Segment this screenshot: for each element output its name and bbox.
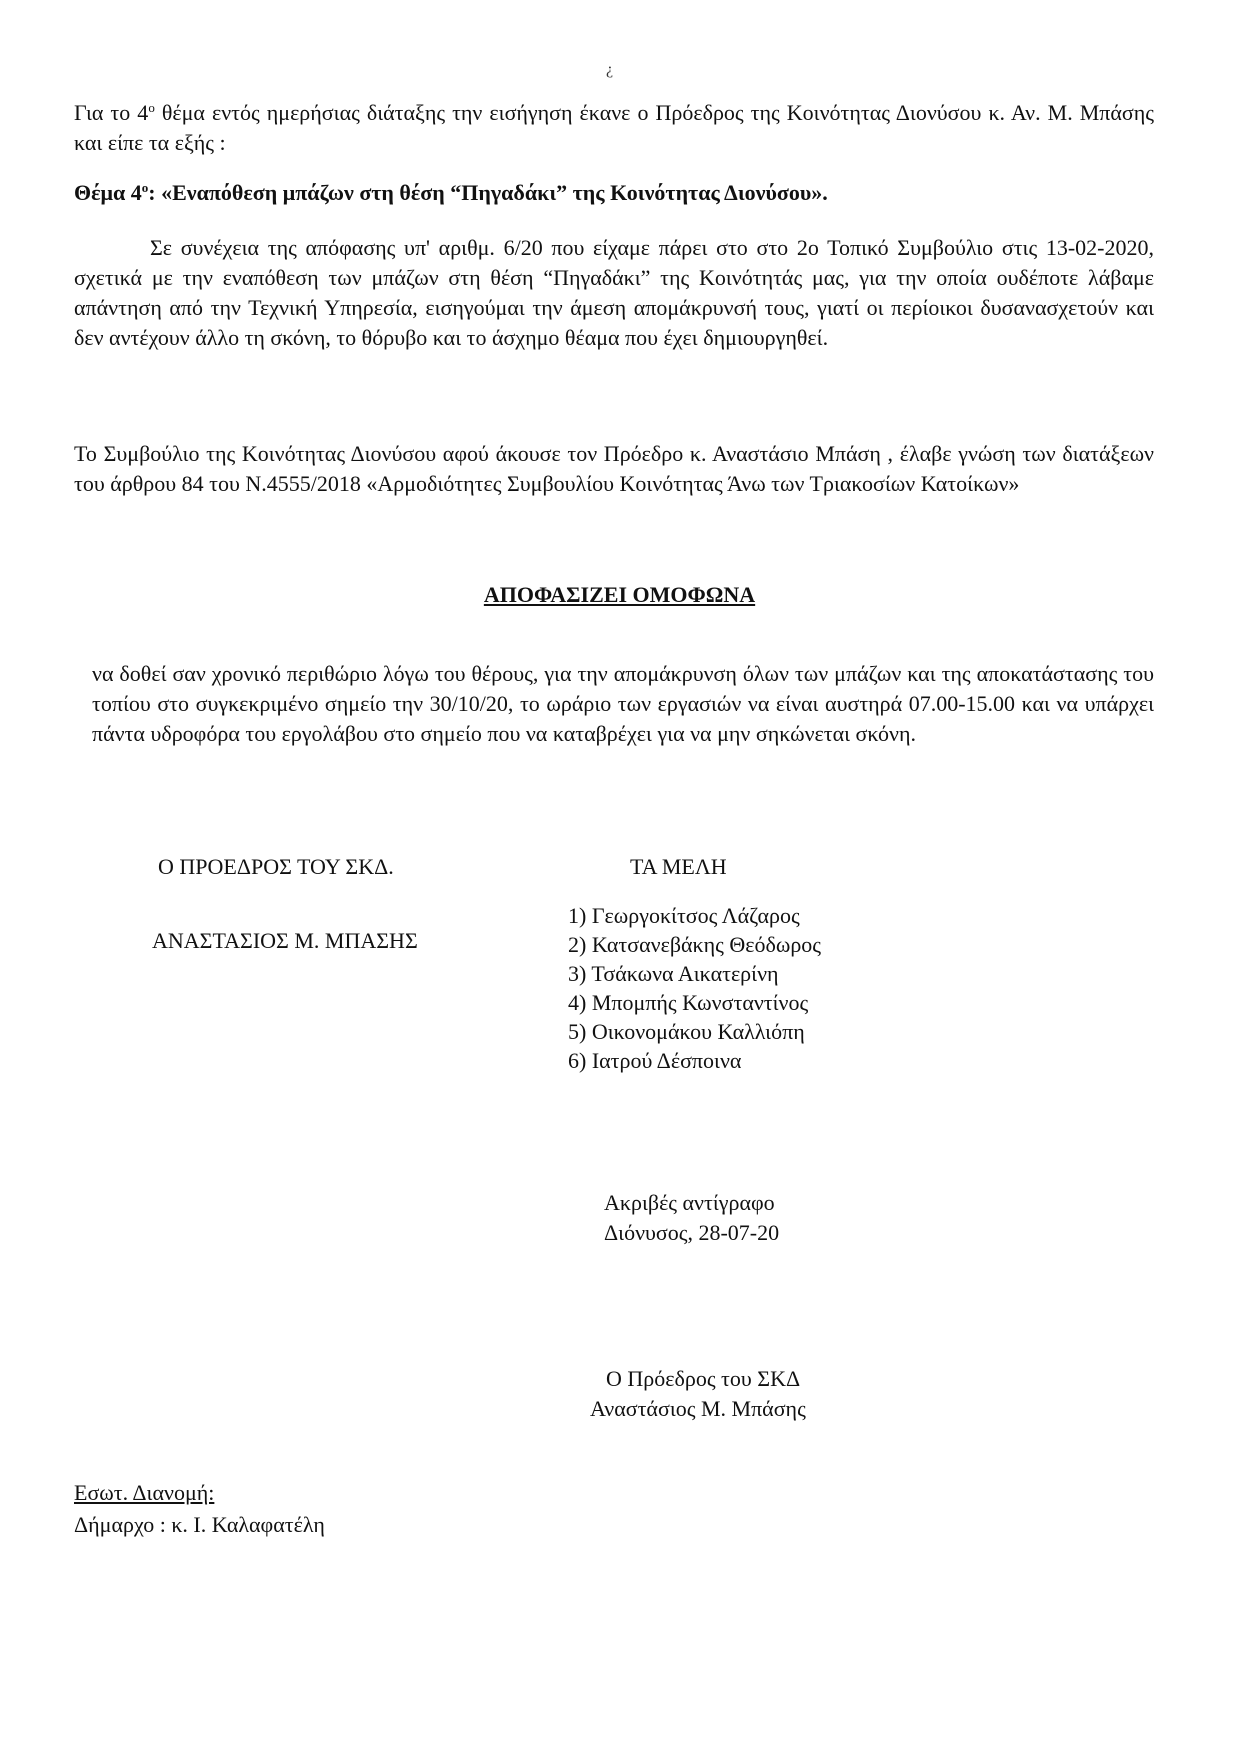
member-item: 1) Γεωργοκίτσος Λάζαρος — [568, 903, 800, 928]
subject-heading — [74, 178, 1154, 208]
intro-superscript: ο — [148, 100, 155, 115]
proposal-text: Σε συνέχεια της απόφασης υπ' αριθμ. 6/20 που είχαμε πάρει στο στο 2ο Τοπικό Συμβούλιο στις 13-02-2020, σχετικά με την εναπόθεση των μπάζων στη θέση “Πηγαδάκι” της Κοινότητάς μας, για την οποία ουδέποτε λάβαμε απάντηση από την Τεχνική Υπηρεσία, εισηγούμαι την άμεση απομάκρυνσή τους, γιατί οι περίοικοι δυσανασχετούν και δεν αντέχουν άλλο τη σκόνη, το θόρυβο και το άσχημο θέαμα που έχει δημιουργηθεί. — [74, 235, 1154, 350]
member-item: 5) Οικονομάκου Καλλιόπη — [568, 1019, 805, 1044]
distribution-title: Εσωτ. Διανομή: — [74, 1480, 215, 1505]
members-title: ΤΑ ΜΕΛΗ — [630, 854, 727, 879]
page-mark: ¿ — [606, 61, 614, 78]
member-item: 3) Τσάκωνα Αικατερίνη — [568, 961, 779, 986]
chair-title: Ο ΠΡΟΕΔΡΟΣ ΤΟΥ ΣΚΔ. — [158, 854, 394, 879]
intro-text-rest: θέμα εντός ημερήσιας διάταξης την εισήγηση έκανε ο Πρόεδρος της Κοινότητας Διονύσου κ. Αν. Μ. Μπάσης και είπε τα εξής : — [74, 100, 1154, 155]
member-item: 4) Μπομπής Κωνσταντίνος — [568, 990, 809, 1015]
intro-text-start: Για το 4 — [74, 100, 149, 125]
proposal-paragraph — [74, 233, 1154, 353]
subject-text-rest: : «Εναπόθεση μπάζων στη θέση “Πηγαδάκι” της Κοινότητας Διονύσου». — [148, 180, 828, 205]
decision-heading: ΑΠΟΦΑΣΙΖΕΙ ΟΜΟΦΩΝΑ — [483, 582, 756, 607]
certified-copy-date: Διόνυσος, 28-07-20 — [604, 1220, 780, 1245]
signature-name: Αναστάσιος Μ. Μπάσης — [590, 1396, 806, 1421]
subject-text-start: Θέμα 4 — [74, 180, 142, 205]
member-item: 2) Κατσανεβάκης Θεόδωρος — [568, 932, 822, 957]
decision-paragraph: να δοθεί σαν χρονικό περιθώριο λόγω του θέρους, για την απομάκρυνση όλων των μπάζων και της αποκατάστασης του τοπίου στο συγκεκριμένο σημείο την 30/10/20, το ωράριο των εργασιών να είναι αυστηρά 07.00-15.00 και να υπάρχει πάντα υδροφόρα του εργολάβου στο σημείο που να καταβρέχει για να μην σηκώνεται σκόνη. — [92, 661, 1154, 746]
council-paragraph: Το Συμβούλιο της Κοινότητας Διονύσου αφού άκουσε τον Πρόεδρο κ. Αναστάσιο Μπάση , έλαβε γνώση των διατάξεων του άρθρου 84 του Ν.4555/2018 «Αρμοδιότητες Συμβουλίου Κοινότητας Άνω των Τριακοσίων Κατοίκων» — [74, 441, 1154, 496]
certified-copy-label: Ακριβές αντίγραφο — [604, 1190, 775, 1215]
members-list — [568, 901, 821, 1075]
member-item: 6) Ιατρού Δέσποινα — [568, 1048, 742, 1073]
subject-superscript: ο — [141, 180, 149, 195]
chair-name: ΑΝΑΣΤΑΣΙΟΣ Μ. ΜΠΑΣΗΣ — [152, 928, 418, 953]
distribution-recipient: Δήμαρχο : κ. Ι. Καλαφατέλη — [74, 1512, 325, 1537]
signature-title: Ο Πρόεδρος του ΣΚΔ — [606, 1366, 801, 1391]
intro-paragraph — [74, 98, 1154, 158]
